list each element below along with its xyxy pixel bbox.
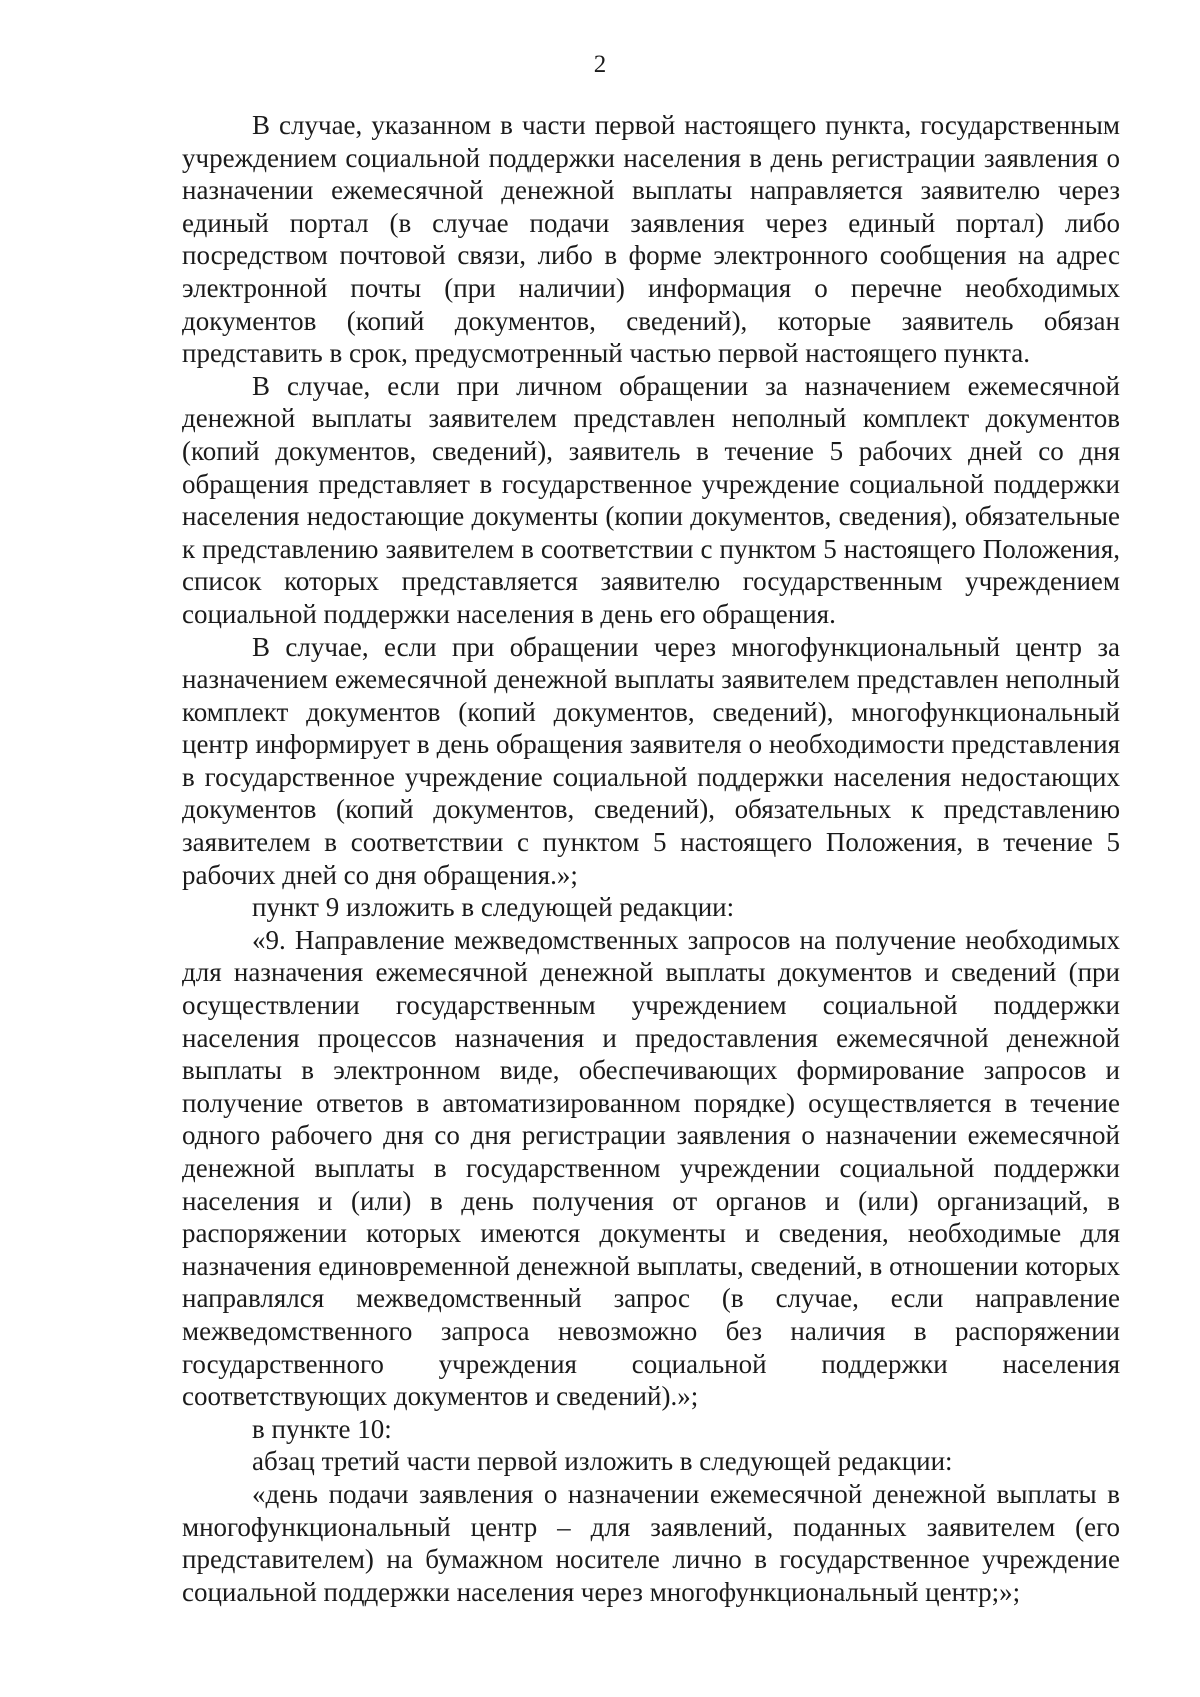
paragraph-personal-application-incomplete: В случае, если при личном обращении за назначением ежемесячной денежной выплаты заявителем представлен неполный комплект документов (копий документов, сведений), заявитель в течение 5 рабочих дней со дня обращения представляет в государственное учреждение социальной поддержки населения недостающие документы (копии документов, сведения), обязательные к представлению заявителем в соответствии с пунктом 5 настоящего Положения, список которых представляется заявителю государственным учреждением социальной поддержки населения в день его обращения. <box>182 370 1120 629</box>
paragraph-item-10-paragraph-three-intro: абзац третий части первой изложить в следующей редакции: <box>252 1446 953 1477</box>
paragraph-notification-required-documents: В случае, указанном в части первой настоящего пункта, государственным учреждением социальной поддержки населения в день регистрации заявления о назначении ежемесячной денежной выплаты направляется заявителю через единый портал (в случае подачи заявления через единый портал) либо посредством почтовой связи, либо в форме электронного сообщения на адрес электронной почты (при наличии) информация о перечне необходимых документов (копий документов, сведений), которые заявитель обязан представить в срок, предусмотренный частью первой настоящего пункта. <box>182 110 1120 369</box>
document-body <box>182 109 1120 1608</box>
paragraph-mfc-application-incomplete: В случае, если при обращении через многофункциональный центр за назначением ежемесячной денежной выплаты заявителем представлен неполный комплект документов (копий документов, сведений), многофункциональный центр информирует в день обращения заявителя о необходимости представления в государственное учреждение социальной поддержки населения недостающих документов (копий документов, сведений), обязательных к представлению заявителем в соответствии с пунктом 5 настоящего Положения, в течение 5 рабочих дней со дня обращения.»; <box>182 631 1120 890</box>
paragraph-item-10-paragraph-three-text: «день подачи заявления о назначении ежемесячной денежной выплаты в многофункциональный центр – для заявлений, поданных заявителем (его представителем) на бумажном носителе лично в государственное учреждение социальной поддержки населения через многофункциональный центр;»; <box>182 1478 1120 1607</box>
paragraph-item-9-amendment-intro: пункт 9 изложить в следующей редакции: <box>252 892 735 923</box>
paragraph-item-10-intro: в пункте 10: <box>252 1413 392 1444</box>
paragraph-item-9-text: «9. Направление межведомственных запросов на получение необходимых для назначения ежемесячной денежной выплаты документов и сведений (при осуществлении государственным учреждением социальной поддержки населения процессов назначения и предоставления ежемесячной денежной выплаты в электронном виде, обеспечивающих формирование запросов и получение ответов в автоматизированном порядке) осуществляется в течение одного рабочего дня со дня регистрации заявления о назначении ежемесячной денежной выплаты в государственном учреждении социальной поддержки населения и (или) в день получения от органов и (или) организаций, в распоряжении которых имеются документы и сведения, необходимые для назначения единовременной денежной выплаты, сведений, в отношении которых направлялся межведомственный запрос (в случае, если направление межведомственного запроса невозможно без наличия в распоряжении государственного учреждения социальной поддержки населения соответствующих документов и сведений).»; <box>182 924 1120 1412</box>
page-number: 2 <box>593 51 607 78</box>
